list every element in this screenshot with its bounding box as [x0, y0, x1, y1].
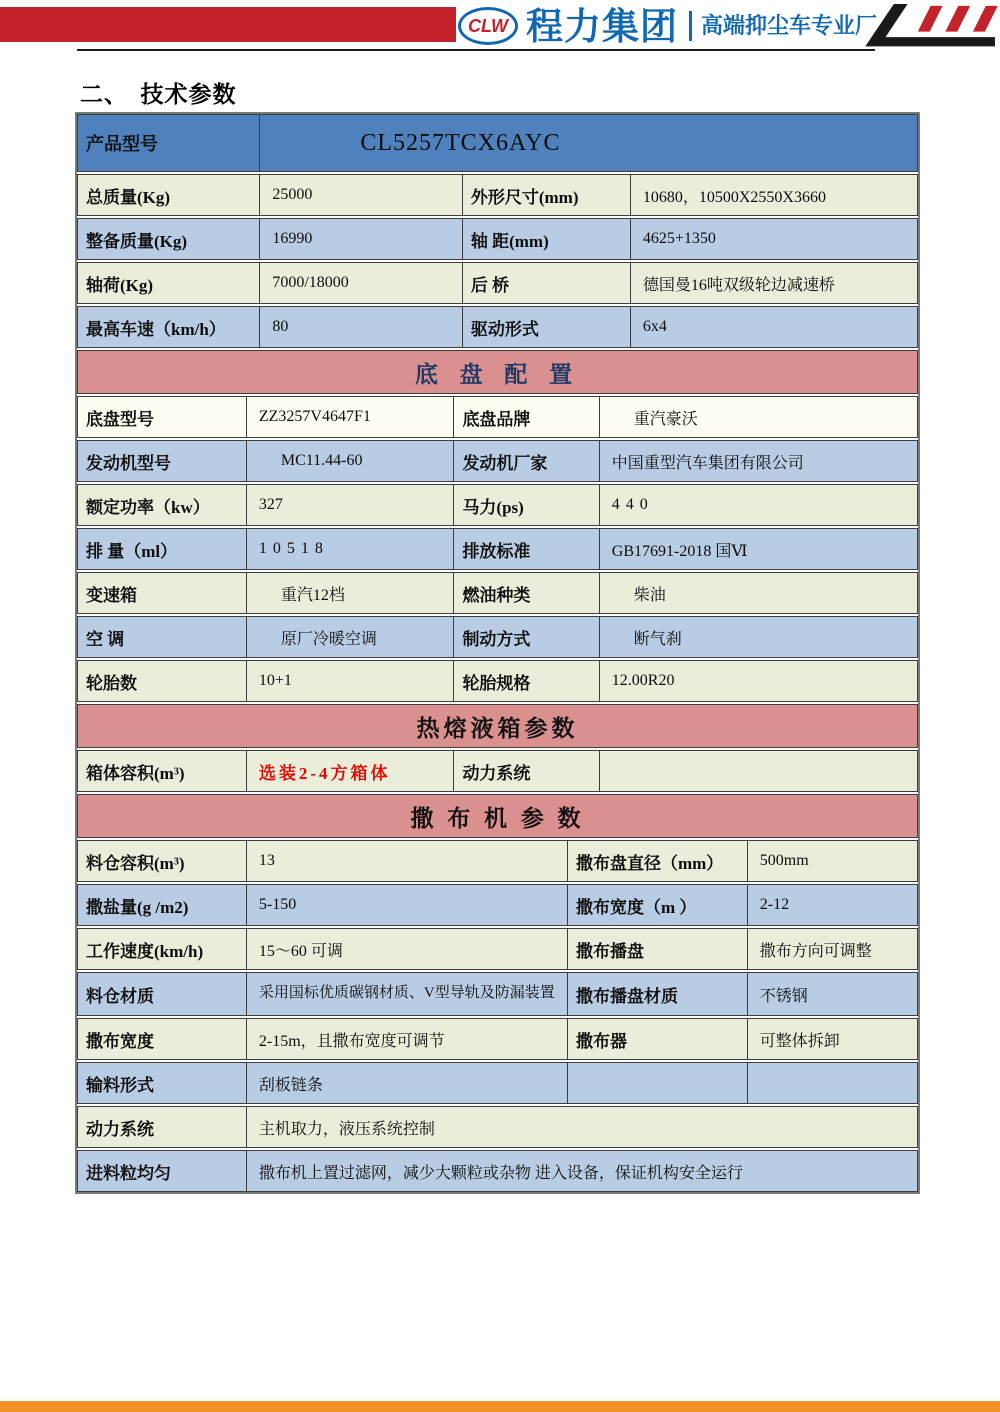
spec-label: 底盘型号	[77, 396, 247, 438]
spec-label: 工作速度(km/h)	[77, 928, 247, 970]
speed-stripes-icon	[852, 4, 1000, 50]
spec-value: 撒布方向可调整	[747, 928, 918, 970]
brand-logo	[458, 4, 877, 48]
spec-label: 发动机型号	[77, 440, 247, 482]
spec-value: 10518	[246, 528, 455, 570]
brand-tagline: 高端抑尘车专业厂	[701, 13, 878, 38]
spec-value: 440	[599, 484, 918, 526]
spec-value: 10680，10500X2550X3660	[630, 174, 918, 216]
spec-value: 采用国标优质碳钢材质、V型导轨及防漏装置	[246, 972, 568, 1016]
section-title: 热熔液箱参数	[77, 704, 918, 748]
spec-value: 12.00R20	[599, 660, 918, 702]
spec-value: 重汽12档	[246, 572, 455, 614]
spec-value: 5-150	[246, 884, 568, 926]
spec-label: 产品型号	[77, 114, 260, 172]
table-row	[77, 750, 918, 792]
table-row	[77, 1018, 918, 1060]
spec-label: 排放标准	[453, 528, 599, 570]
spec-value: 15～60 可调	[246, 928, 568, 970]
spec-value: 25000	[259, 174, 463, 216]
spec-value: 10+1	[246, 660, 455, 702]
section-title: 撒 布 机 参 数	[77, 794, 918, 838]
spec-label: 撒布宽度	[77, 1018, 247, 1060]
spec-value: 重汽豪沃	[599, 396, 918, 438]
spec-label: 输料形式	[77, 1062, 247, 1104]
spec-label: 轴荷(Kg)	[77, 262, 260, 304]
spec-label: 发动机厂家	[453, 440, 599, 482]
spec-label: 轮胎数	[77, 660, 247, 702]
table-row	[77, 306, 918, 348]
spec-value: 不锈钢	[747, 972, 918, 1016]
spec-value: 主机取力，液压系统控制	[246, 1106, 918, 1148]
spec-label: 最高车速（km/h）	[77, 306, 260, 348]
product-model-value: CL5257TCX6AYC	[259, 114, 918, 172]
header-divider	[689, 11, 692, 41]
spec-label: 料仓容积(m³)	[77, 840, 247, 882]
section-header-spreader	[77, 794, 918, 838]
section-header-tank	[77, 704, 918, 748]
spec-value: MC11.44-60	[246, 440, 455, 482]
table-row	[77, 660, 918, 702]
table-row	[77, 218, 918, 260]
spec-value	[747, 1062, 918, 1104]
spec-value: 327	[246, 484, 455, 526]
spec-label: 箱体容积(m³)	[77, 750, 247, 792]
table-row	[77, 884, 918, 926]
spec-label: 料仓材质	[77, 972, 247, 1016]
spec-label	[567, 1062, 748, 1104]
spec-value: 2-15m，且撒布宽度可调节	[246, 1018, 568, 1060]
spec-value: 撒布机上置过滤网，减少大颗粒或杂物 进入设备，保证机构安全运行	[246, 1150, 918, 1192]
spec-label: 变速箱	[77, 572, 247, 614]
spec-label: 动力系统	[77, 1106, 247, 1148]
spec-value: 刮板链条	[246, 1062, 568, 1104]
spec-label: 轴 距(mm)	[462, 218, 631, 260]
spec-label: 排 量（ml）	[77, 528, 247, 570]
footer-orange-bar	[0, 1401, 1000, 1412]
spec-value: 6x4	[630, 306, 918, 348]
table-row	[77, 484, 918, 526]
table-row	[77, 396, 918, 438]
header-red-bar	[0, 7, 456, 42]
spec-value: 80	[259, 306, 463, 348]
spec-label: 撒布盘直径（mm）	[567, 840, 748, 882]
table-row	[77, 928, 918, 970]
spec-value-optional: 选装2-4方箱体	[246, 750, 455, 792]
header-rule	[77, 49, 875, 51]
table-row	[77, 262, 918, 304]
spec-label: 撒盐量(g /m2)	[77, 884, 247, 926]
spec-table	[75, 112, 920, 1194]
spec-label: 进料粒均匀	[77, 1150, 247, 1192]
table-row	[77, 572, 918, 614]
section-title: 底 盘 配 置	[77, 350, 918, 394]
table-row-model	[77, 114, 918, 172]
spec-label: 额定功率（kw）	[77, 484, 247, 526]
spec-value: 16990	[259, 218, 463, 260]
spec-label: 撒布器	[567, 1018, 748, 1060]
spec-label: 整备质量(Kg)	[77, 218, 260, 260]
spec-value: 原厂冷暖空调	[246, 616, 455, 658]
table-row	[77, 528, 918, 570]
spec-value: GB17691-2018 国Ⅵ	[599, 528, 918, 570]
spec-value: 断气刹	[599, 616, 918, 658]
table-row	[77, 1062, 918, 1104]
table-row	[77, 440, 918, 482]
spec-value: 7000/18000	[259, 262, 463, 304]
table-row	[77, 1150, 918, 1192]
spec-value: 德国曼16吨双级轮边减速桥	[630, 262, 918, 304]
spec-label: 外形尺寸(mm)	[462, 174, 631, 216]
spec-label: 底盘品牌	[453, 396, 599, 438]
spec-label: 动力系统	[453, 750, 599, 792]
page-title: 二、 技术参数	[80, 82, 237, 107]
spec-label: 驱动形式	[462, 306, 631, 348]
table-row	[77, 840, 918, 882]
spec-label: 燃油种类	[453, 572, 599, 614]
spec-label: 撒布播盘	[567, 928, 748, 970]
section-header-chassis	[77, 350, 918, 394]
spec-label: 撒布宽度（m ）	[567, 884, 748, 926]
spec-value: 柴油	[599, 572, 918, 614]
clw-logo-icon: CLW	[458, 7, 518, 45]
table-row	[77, 616, 918, 658]
spec-label: 马力(ps)	[453, 484, 599, 526]
spec-label: 总质量(Kg)	[77, 174, 260, 216]
spec-value: 13	[246, 840, 568, 882]
spec-label: 轮胎规格	[453, 660, 599, 702]
table-row	[77, 1106, 918, 1148]
spec-value: 500mm	[747, 840, 918, 882]
spec-label: 撒布播盘材质	[567, 972, 748, 1016]
brand-name: 程力集团	[526, 5, 678, 47]
table-row	[77, 972, 918, 1016]
spec-label: 制动方式	[453, 616, 599, 658]
spec-label: 空 调	[77, 616, 247, 658]
spec-value	[599, 750, 918, 792]
spec-value: 可整体拆卸	[747, 1018, 918, 1060]
spec-value: 2-12	[747, 884, 918, 926]
spec-value: 中国重型汽车集团有限公司	[599, 440, 918, 482]
spec-value: 4625+1350	[630, 218, 918, 260]
table-row	[77, 174, 918, 216]
spec-value: ZZ3257V4647F1	[246, 396, 455, 438]
spec-label: 后 桥	[462, 262, 631, 304]
